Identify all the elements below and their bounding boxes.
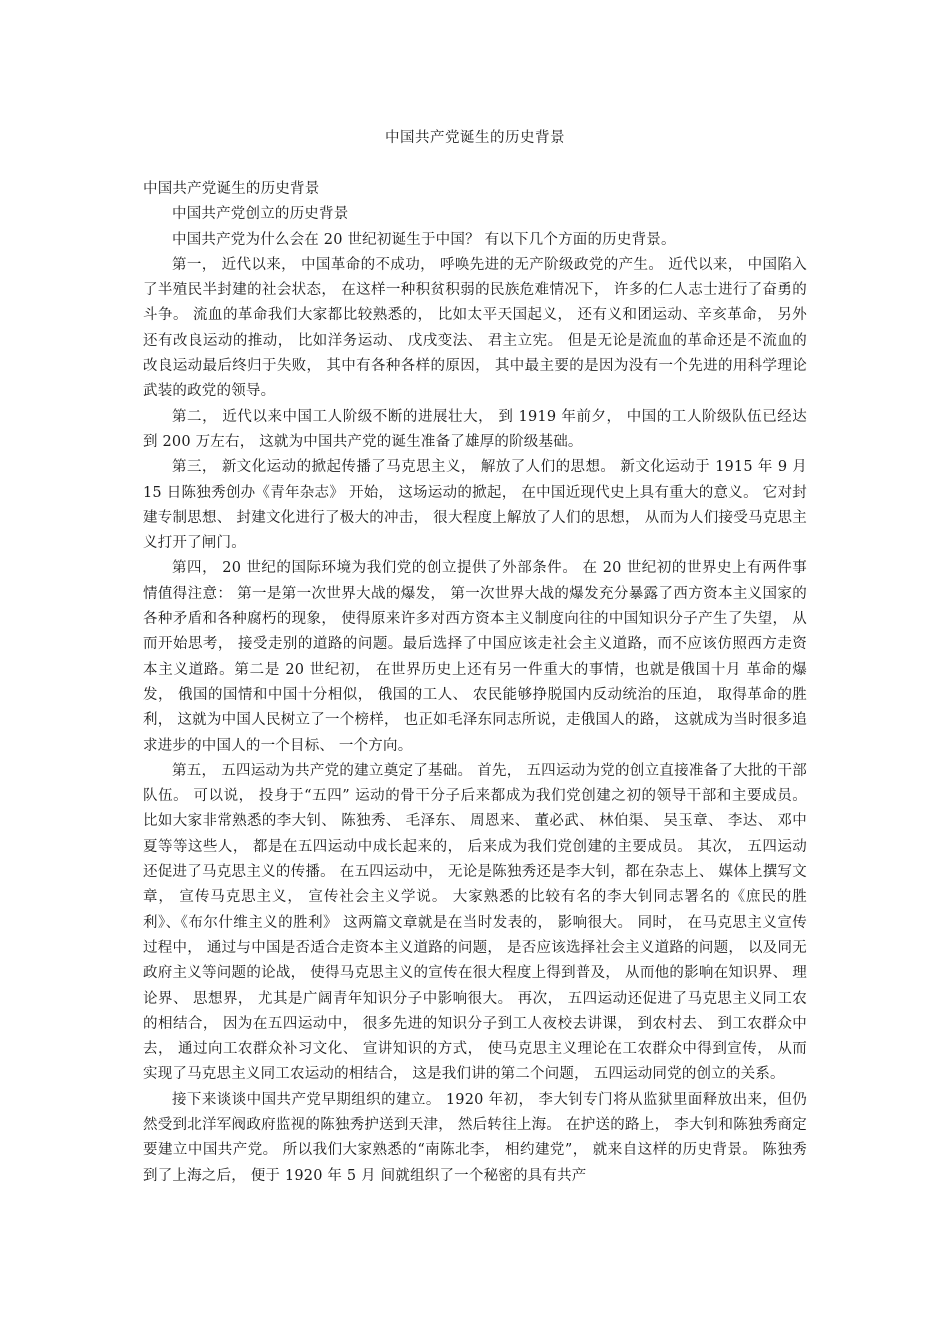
paragraph-second: 第二， 近代以来中国工人阶级不断的进展壮大， 到 1919 年前夕， 中国的工人阶级队伍已经达到 200 万左右， 这就为中国共产党的诞生准备了雄厚的阶级基础。 <box>143 408 807 450</box>
subsection-heading: 中国共产党创立的历史背景 <box>172 206 349 223</box>
document-body <box>143 177 807 1189</box>
paragraph-fifth: 第五， 五四运动为共产党的建立奠定了基础。 首先， 五四运动为党的创立直接准备了大批的干部队伍。 可以说， 投身于“五四” 运动的骨干分子后来都成为我们党创建之初的领导干部和主要成员。 比如大家非常熟悉的李大钊、 陈独秀、 毛泽东、 周恩来、 董必武、 林伯渠、 吴玉章、 李达、 邓中夏等等这些人， 都是在五四运动中成长起来的， 后来成为我们党创建的主要成员。 其次， 五四运动还促进了马克思主义的传播。 在五四运动中， 无论是陈独秀还是李大钊，都在杂志上、 媒体上撰写文章， 宣传马克思主义， 宣传社会主义学说。 大家熟悉的比较有名的李大钊同志署名的《庶民的胜利》、《布尔什维主义的胜利》 这两篇文章就是在当时发表的， 影响很大。 同时， 在马克思主义宣传过程中， 通过与中国是否适合走资本主义道路的问题， 是否应该选择社会主义道路的问题， 以及同无政府主义等问题的论战， 使得马克思主义的宣传在很大程度上得到普及， 从而他的影响在知识界、 理论界、 思想界， 尤其是广阔青年知识分子中影响很大。 再次， 五四运动还促进了马克思主义同工农的相结合， 因为在五四运动中， 很多先进的知识分子到工人夜校去讲课， 到农村去、 到工农群众中去， 通过向工农群众补习文化、 宣讲知识的方式， 使马克思主义理论在工农群众中得到宣传， 从而实现了马克思主义同工农运动的相结合， 这是我们讲的第二个问题， 五四运动同党的创立的关系。 <box>143 762 807 1083</box>
paragraph-first: 第一， 近代以来， 中国革命的不成功， 呼唤先进的无产阶级政党的产生。 近代以来， 中国陷入了半殖民半封建的社会状态， 在这样一种积贫积弱的民族危难情况下， 许多的仁人志士进行了奋勇的斗争。 流血的革命我们大家都比较熟悉的， 比如太平天国起义， 还有义和团运动、辛亥革命， 另外还有改良运动的推动， 比如洋务运动、 戊戌变法、 君主立宪。 但是无论是流血的革命还是不流血的改良运动最后终归于失败， 其中有各种各样的原因， 其中最主要的是因为没有一个先进的用科学理论武装的政党的领导。 <box>143 256 807 400</box>
document-title: 中国共产党诞生的历史背景 <box>385 130 565 146</box>
section-heading: 中国共产党诞生的历史背景 <box>143 181 320 197</box>
intro-paragraph: 中国共产党为什么会在 20 世纪初诞生于中国？ 有以下几个方面的历史背景。 <box>172 231 676 248</box>
paragraph-third: 第三， 新文化运动的掀起传播了马克思主义， 解放了人们的思想。 新文化运动于 1915 年 9 月 15 日陈独秀创办《青年杂志》 开始， 这场运动的掀起， 在中国近现代史上具有重大的意义。 它对封建专制思想、 封建文化进行了极大的冲击， 很大程度上解放了人们的思想， 从而为人们接受马克思主义打开了闸门。 <box>143 459 807 552</box>
paragraph-early-organization: 接下来谈谈中国共产党早期组织的建立。 1920 年初， 李大钊专门将从监狱里面释放出来，但仍然受到北洋军阀政府监视的陈独秀护送到天津， 然后转往上海。 在护送的路上， 李大钊和陈独秀商定要建立中国共产党。 所以我们大家熟悉的“南陈北李， 相约建党”， 就来自这样的历史背景。 陈独秀到了上海之后， 便于 1920 年 5 月 间就组织了一个秘密的具有共产 <box>143 1091 807 1184</box>
paragraph-fourth: 第四， 20 世纪的国际环境为我们党的创立提供了外部条件。 在 20 世纪初的世界史上有两件事情值得注意： 第一是第一次世界大战的爆发， 第一次世界大战的爆发充分暴露了西方资本主义国家的各种矛盾和各种腐朽的现象， 使得原来许多对西方资本主义制度向往的中国知识分子产生了失望， 从而开始思考， 接受走别的道路的问题。最后选择了中国应该走社会主义道路，而不应该仿照西方走资本主义道路。第二是 20 世纪初， 在世界历史上还有另一件重大的事情，也就是俄国十月 革命的爆发， 俄国的国情和中国十分相似， 俄国的工人、 农民能够挣脱国内反动统治的压迫， 取得革命的胜利， 这就为中国人民树立了一个榜样， 也正如毛泽东同志所说，走俄国人的路， 这就成为当时很多追求进步的中国人的一个目标、 一个方向。 <box>143 560 807 754</box>
